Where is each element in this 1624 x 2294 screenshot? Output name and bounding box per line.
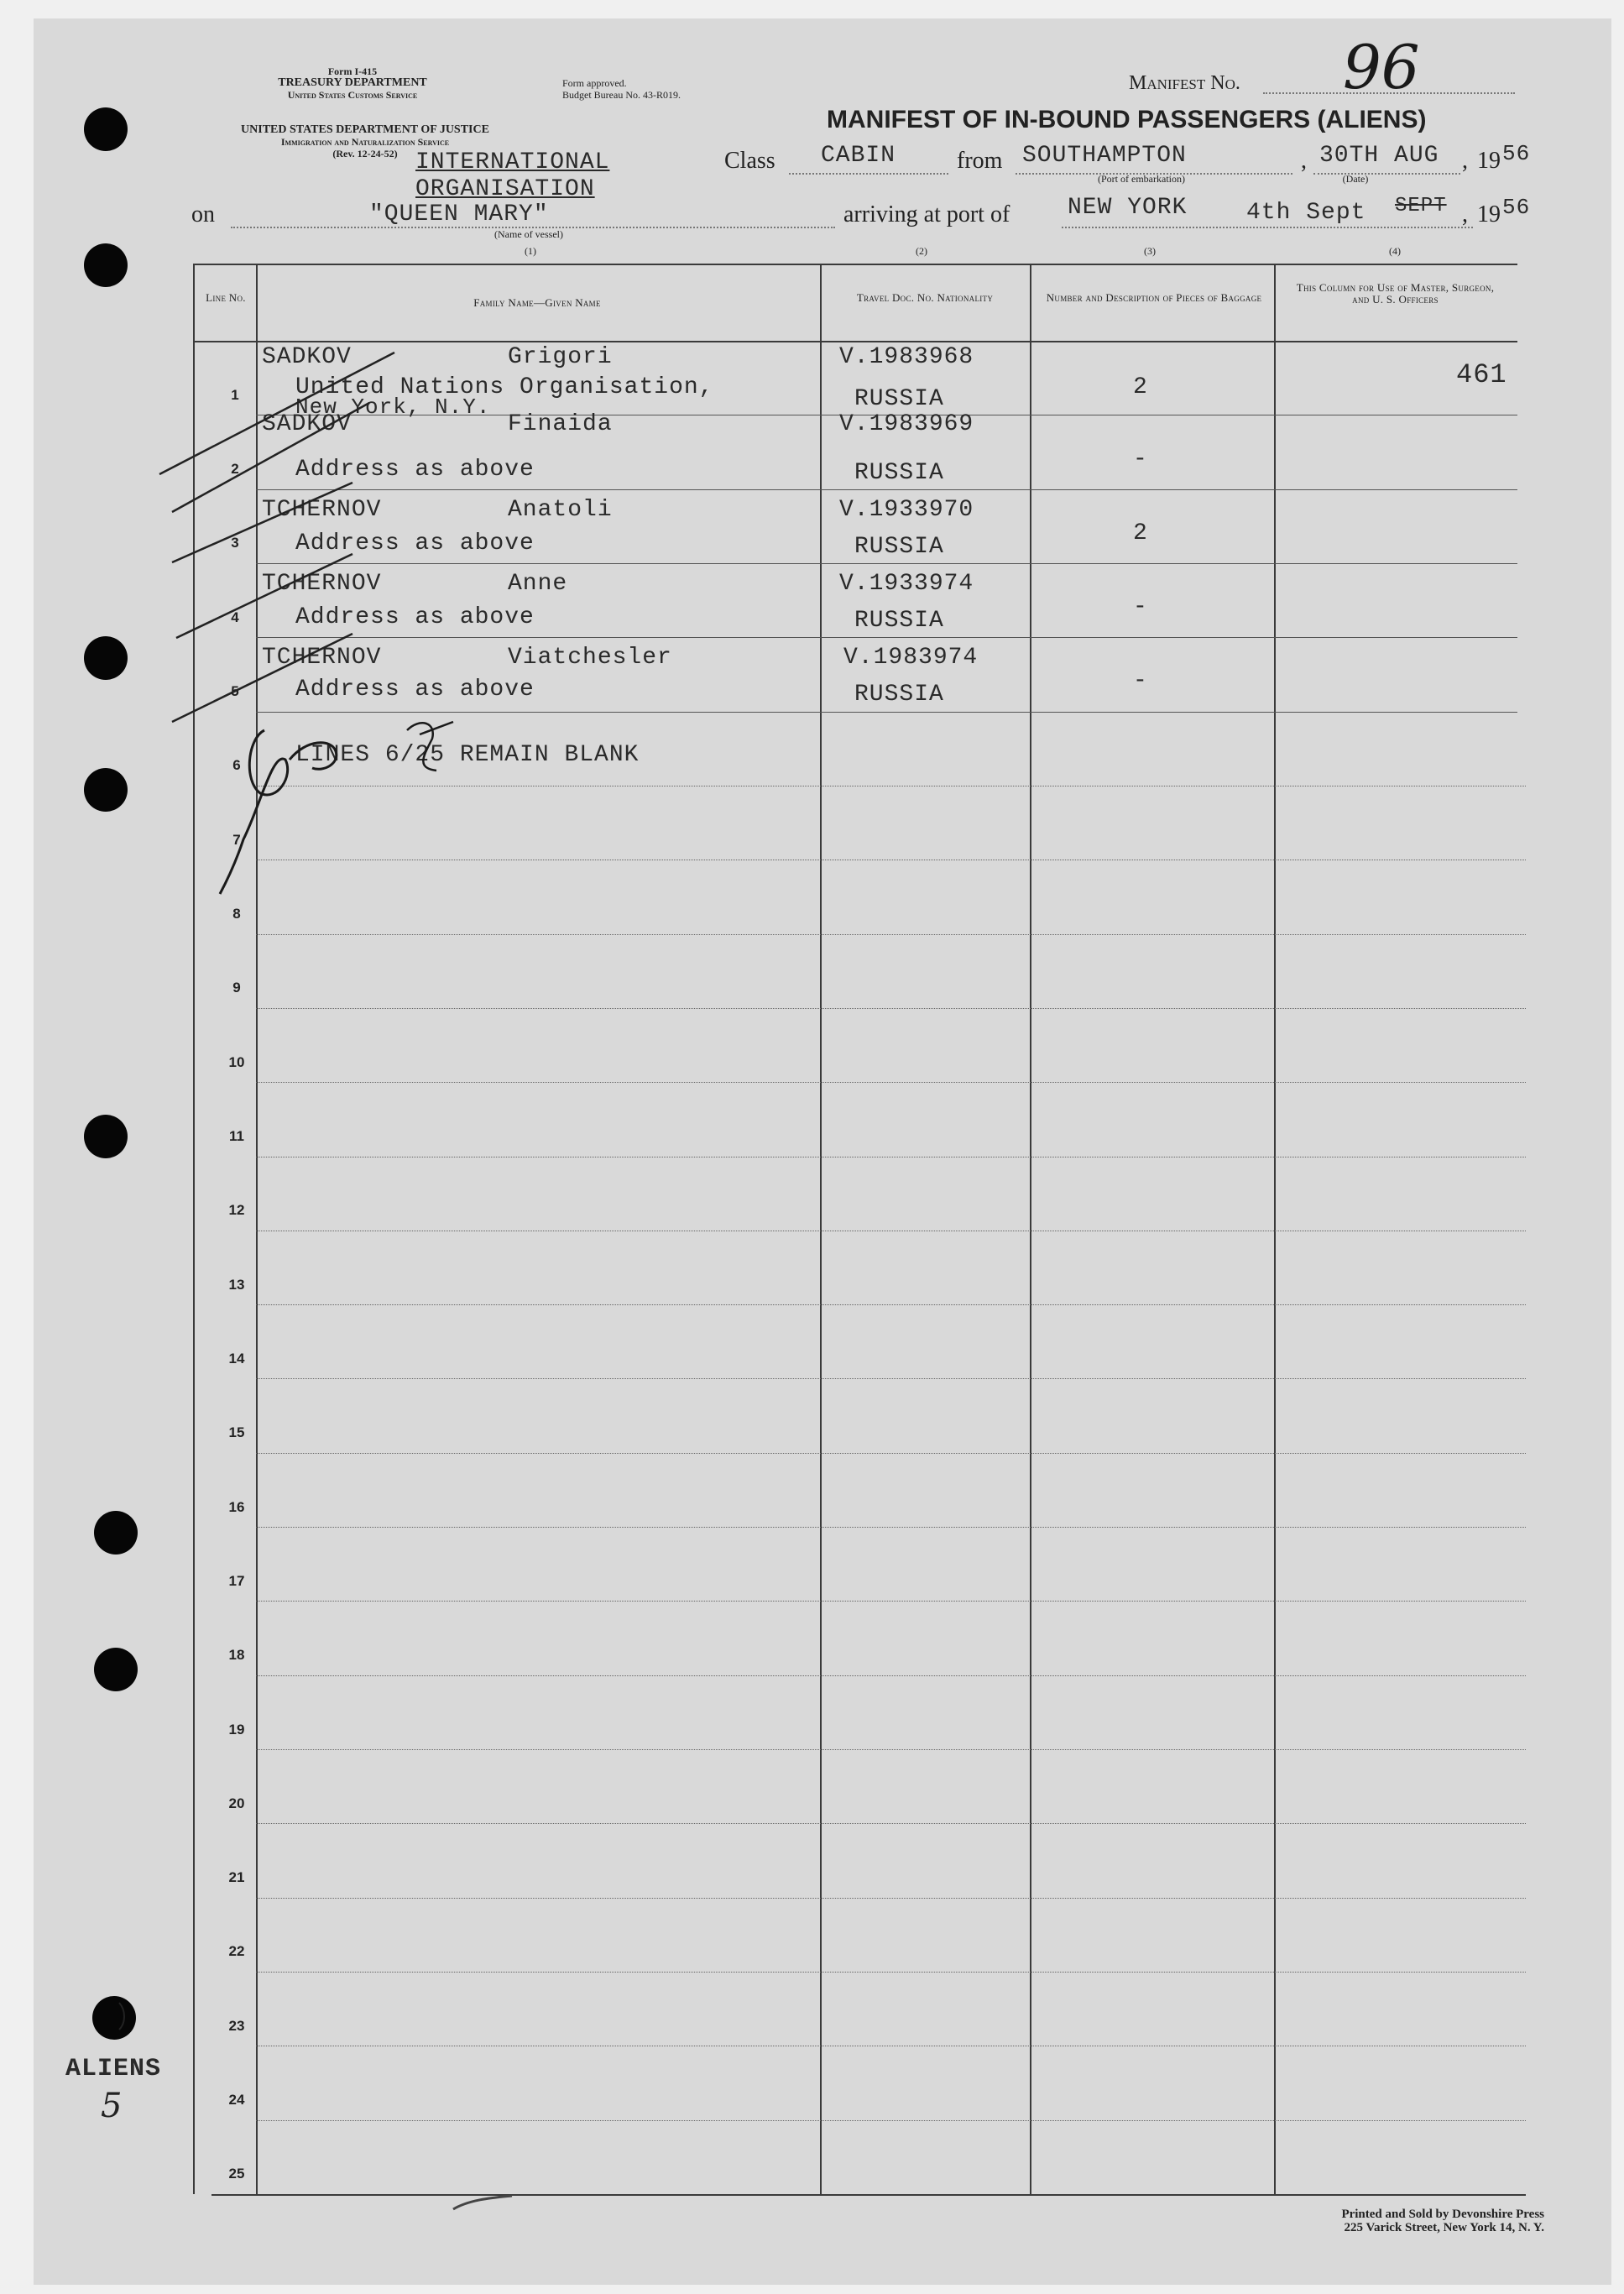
entry-5-nationality: RUSSIA (854, 682, 944, 708)
entry-5-address: Address as above (295, 677, 535, 703)
line-number: 1 (231, 387, 239, 403)
entry-4-family: TCHERNOV (262, 571, 382, 597)
budget-bureau-number: Budget Bureau No. 43-R019. (562, 89, 681, 101)
line-number: 6 (232, 757, 241, 773)
line-number: 4 (231, 609, 239, 625)
entry-5-baggage: - (1133, 668, 1148, 694)
arrival-date-struck: SEPT (1395, 195, 1447, 217)
travel-doc-header: Travel Doc. No. Nationality (856, 291, 994, 304)
entry-2-address: Address as above (295, 457, 535, 483)
col-num-3: (3) (1144, 245, 1156, 257)
year-prefix: 19 (1477, 148, 1501, 174)
line-number: 16 (228, 1499, 245, 1515)
embarkation-port: SOUTHAMPTON (1022, 143, 1187, 169)
date-caption: (Date) (1342, 173, 1369, 185)
immigration-service: Immigration and Naturalization Service (280, 136, 450, 148)
entry-3-doc: V.1933970 (839, 497, 974, 523)
entry-2-family: SADKOV (262, 411, 352, 437)
treasury-department: TREASURY DEPARTMENT (278, 76, 427, 89)
line-number: 17 (228, 1573, 245, 1589)
year-suffix: 56 (1502, 141, 1531, 166)
form-revision: (Rev. 12-24-52) (332, 148, 398, 159)
printer-line-1: Printed and Sold by Devonshire Press (1341, 2208, 1544, 2221)
entry-5-doc: V.1983974 (843, 645, 979, 671)
line-no-header: Line No. (206, 291, 246, 304)
arrival-date: 4th Sept (1246, 200, 1366, 226)
class-label: Class (724, 148, 775, 174)
organisation-line1: INTERNATIONAL (415, 149, 610, 175)
from-label: from (957, 148, 1003, 174)
form-number: Form I-415 (327, 65, 378, 77)
organisation-line2: ORGANISATION (415, 176, 595, 202)
line-number: 15 (228, 1424, 245, 1440)
entry-1-doc: V.1983968 (839, 344, 974, 370)
entry-4-address: Address as above (295, 604, 535, 630)
col-num-2: (2) (916, 245, 927, 257)
arrival-port: NEW YORK (1068, 195, 1188, 221)
entry-3-baggage: 2 (1133, 520, 1148, 546)
line-number: 19 (228, 1722, 245, 1737)
vessel-name: "QUEEN MARY" (369, 201, 549, 227)
line-number: 21 (228, 1869, 245, 1885)
line-number: 9 (232, 980, 241, 995)
line-number: 24 (228, 2092, 245, 2108)
margin-stamp-count: 5 (101, 2087, 123, 2125)
port-caption: (Port of embarkation) (1098, 173, 1185, 185)
entry-2-baggage: - (1133, 447, 1148, 473)
name-header: Family Name—Given Name (473, 296, 601, 309)
manifest-number-label: Manifest No. (1129, 72, 1240, 94)
line-number: 20 (228, 1795, 245, 1811)
line-number: 5 (231, 683, 239, 699)
entry-3-nationality: RUSSIA (854, 534, 944, 560)
printer-line-2: 225 Varick Street, New York 14, N. Y. (1344, 2221, 1544, 2234)
line-number: 23 (228, 2018, 245, 2034)
col-num-1: (1) (525, 245, 536, 257)
line-number: 25 (228, 2166, 245, 2182)
line-number: 10 (228, 1054, 245, 1070)
entry-4-baggage: - (1133, 594, 1148, 620)
margin-stamp-aliens: ALIENS (65, 2055, 162, 2083)
entry-2-nationality: RUSSIA (854, 460, 944, 486)
manifest-title: MANIFEST OF IN-BOUND PASSENGERS (ALIENS) (827, 106, 1427, 133)
entry-3-family: TCHERNOV (262, 497, 382, 523)
justice-department: UNITED STATES DEPARTMENT OF JUSTICE (241, 123, 489, 136)
class-value: CABIN (821, 143, 896, 169)
entry-1-address1: United Nations Organisation, (295, 374, 714, 400)
baggage-header: Number and Description of Pieces of Baggage (1046, 291, 1262, 304)
line-number: 11 (229, 1128, 244, 1144)
manifest-number: 96 (1343, 32, 1420, 102)
arrival-year-suffix: 56 (1502, 195, 1531, 220)
entry-3-address: Address as above (295, 530, 535, 557)
line-number: 13 (228, 1277, 245, 1293)
line-number: 3 (231, 535, 239, 551)
blank-lines-note: LINES 6/25 REMAIN BLANK (295, 742, 640, 768)
entry-4-given: Anne (508, 571, 568, 597)
line-number: 22 (228, 1943, 245, 1959)
entry-2-given: Finaida (508, 411, 613, 437)
line-number: 8 (232, 906, 241, 922)
line-number: 12 (228, 1202, 245, 1218)
entry-2-doc: V.1983969 (839, 411, 974, 437)
form-approved: Form approved. (562, 77, 627, 89)
entry-1-family: SADKOV (262, 344, 352, 370)
line-number: 14 (228, 1351, 245, 1366)
entry-4-nationality: RUSSIA (854, 608, 944, 634)
on-label: on (191, 201, 215, 227)
embarkation-date: 30TH AUG (1319, 143, 1439, 169)
entry-5-given: Viatchesler (508, 645, 672, 671)
entry-1-address2: New York, N.Y. (295, 395, 491, 420)
entry-1-given: Grigori (508, 344, 613, 370)
arriving-label: arriving at port of (843, 201, 1010, 227)
officers-header: This Column for Use of Master, Surgeon, and U. S. Officers (1296, 281, 1495, 306)
entry-1-nationality: RUSSIA (854, 386, 944, 412)
entry-1-officer-number: 461 (1456, 359, 1507, 390)
arrival-year-prefix: 19 (1477, 201, 1501, 227)
line-number: 2 (231, 461, 239, 477)
vessel-caption: (Name of vessel) (494, 228, 563, 240)
line-number: 7 (232, 832, 241, 848)
entry-3-given: Anatoli (508, 497, 613, 523)
line-number: 18 (228, 1647, 245, 1663)
customs-service: United States Customs Service (287, 89, 418, 101)
entry-1-baggage: 2 (1133, 374, 1148, 400)
entry-4-doc: V.1933974 (839, 571, 974, 597)
entry-5-family: TCHERNOV (262, 645, 382, 671)
col-num-4: (4) (1389, 245, 1401, 257)
